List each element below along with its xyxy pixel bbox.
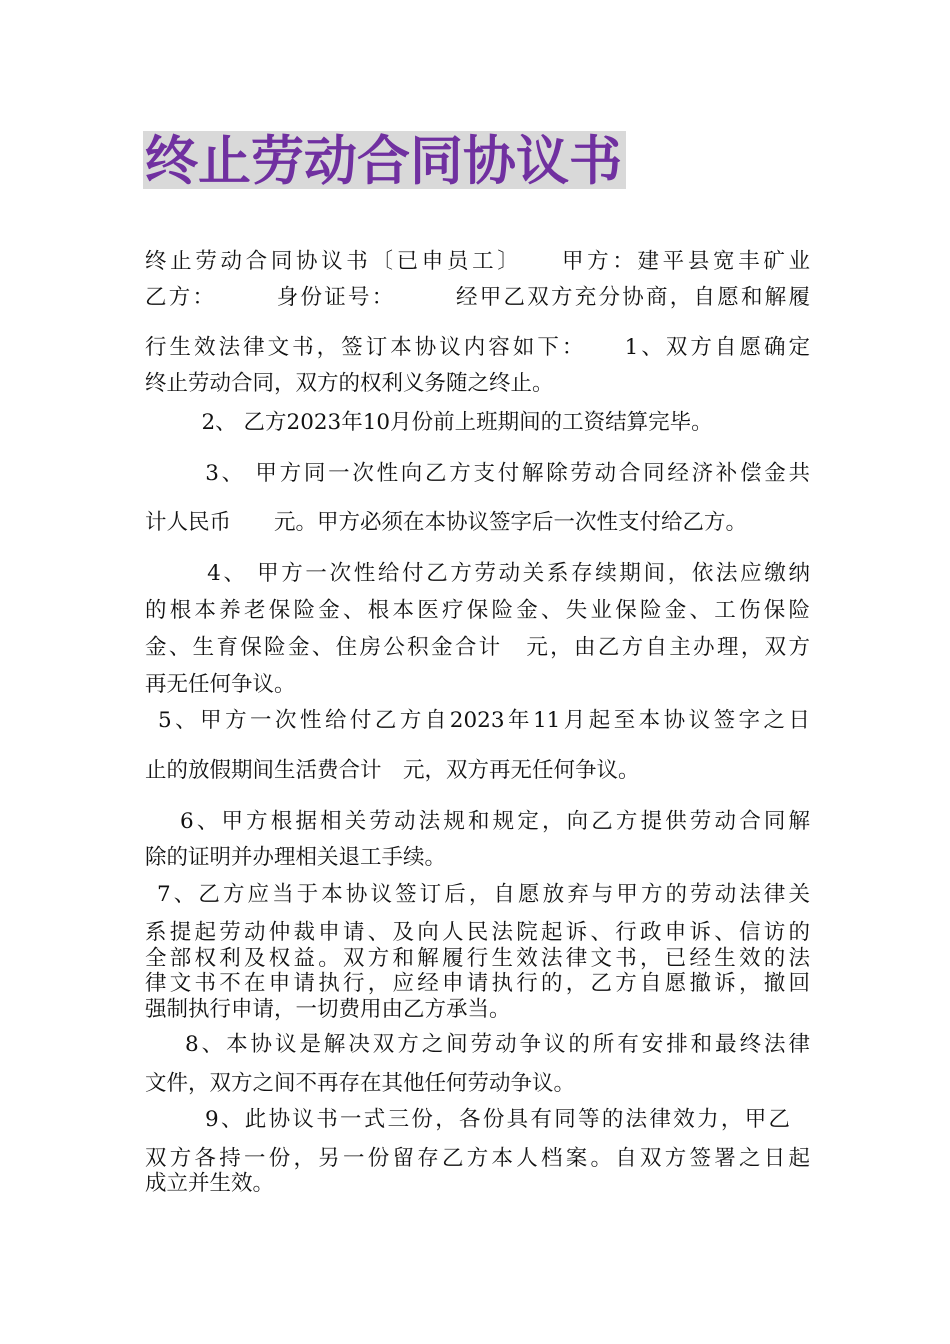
text-line: 成立并生效。 bbox=[145, 1171, 275, 1196]
text-line: 行生效法律文书，签订本协议内容如下： 1、双方自愿确定 bbox=[145, 335, 810, 360]
text-line: 7、乙方应当于本协议签订后，自愿放弃与甲方的劳动法律关 bbox=[157, 882, 810, 907]
text-line: 乙方： 身份证号： 经甲乙双方充分协商，自愿和解履 bbox=[145, 285, 810, 310]
text-line: 终止劳动合同，双方的权利义务随之终止。 bbox=[145, 371, 554, 396]
text-line: 4、 甲方一次性给付乙方劳动关系存续期间，依法应缴纳 bbox=[183, 561, 810, 586]
text-line: 的根本养老保险金、根本医疗保险金、失业保险金、工伤保险 bbox=[145, 598, 810, 623]
text-line: 9、此协议书一式三份，各份具有同等的法律效力，甲乙 bbox=[205, 1107, 790, 1132]
text-line: 3、 甲方同一次性向乙方支付解除劳动合同经济补偿金共 bbox=[181, 461, 810, 486]
text-line: 5、甲方一次性给付乙方自2023年11月起至本协议签字之日 bbox=[158, 708, 810, 733]
text-line: 止的放假期间生活费合计 元，双方再无任何争议。 bbox=[145, 758, 640, 783]
text-line: 系提起劳动仲裁申请、及向人民法院起诉、行政申诉、信访的 bbox=[145, 920, 810, 945]
text-line: 除的证明并办理相关退工手续。 bbox=[145, 845, 447, 870]
text-line: 金、生育保险金、住房公积金合计 元，由乙方自主办理，双方 bbox=[145, 635, 810, 660]
document-title: 终止劳动合同协议书 bbox=[143, 131, 626, 189]
text-line: 计人民币 元。甲方必须在本协议签字后一次性支付给乙方。 bbox=[145, 510, 748, 535]
text-line: 再无任何争议。 bbox=[145, 672, 296, 697]
text-line: 终止劳动合同协议书〔已申员工〕 甲方：建平县宽丰矿业 bbox=[145, 249, 810, 274]
text-line: 2、 乙方2023年10月份前上班期间的工资结算完毕。 bbox=[180, 410, 713, 435]
text-line: 律文书不在申请执行，应经申请执行的，乙方自愿撤诉，撤回 bbox=[145, 971, 810, 996]
text-line: 全部权利及权益。双方和解履行生效法律文书，已经生效的法 bbox=[145, 946, 810, 971]
text-line: 8、本协议是解决双方之间劳动争议的所有安排和最终法律 bbox=[185, 1032, 810, 1057]
text-line: 6、甲方根据相关劳动法规和规定，向乙方提供劳动合同解 bbox=[180, 809, 810, 834]
text-line: 双方各持一份，另一份留存乙方本人档案。自双方签署之日起 bbox=[145, 1146, 810, 1171]
text-line: 强制执行申请，一切费用由乙方承当。 bbox=[145, 997, 511, 1022]
text-line: 文件，双方之间不再存在其他任何劳动争议。 bbox=[145, 1071, 576, 1096]
